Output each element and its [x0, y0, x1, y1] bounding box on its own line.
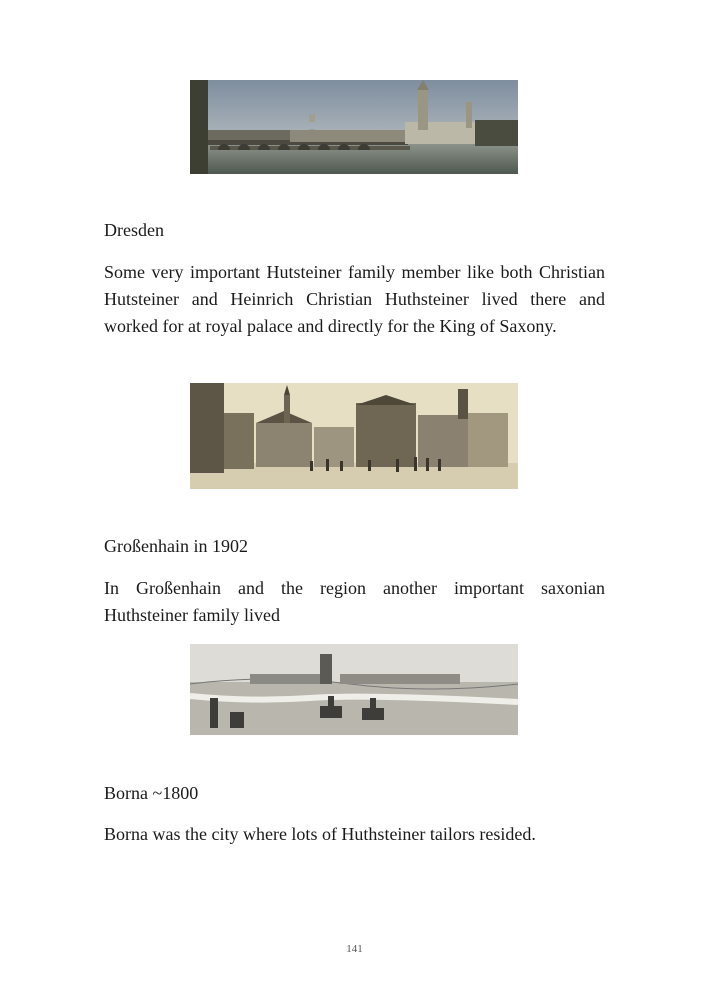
borna-engraving — [190, 644, 518, 735]
grossenhain-photo — [190, 383, 518, 489]
dresden-painting — [190, 80, 518, 174]
body-paragraph: In Großenhain and the region another important saxonian Huthsteiner family lived — [104, 578, 605, 625]
figure-caption: Großenhain in 1902 — [104, 536, 248, 556]
page-number: 141 — [346, 943, 363, 955]
figure-caption: Borna ~1800 — [104, 783, 199, 803]
figure-caption: Dresden — [104, 220, 164, 240]
body-paragraph: Borna was the city where lots of Huthsteiner tailors resided. — [104, 824, 536, 844]
body-paragraph: Some very important Hutsteiner family member like both Christian Hutsteiner and Heinrich Christian Huthsteiner lived there and worked for at royal palace and directly for the King of Saxony. — [104, 262, 605, 336]
